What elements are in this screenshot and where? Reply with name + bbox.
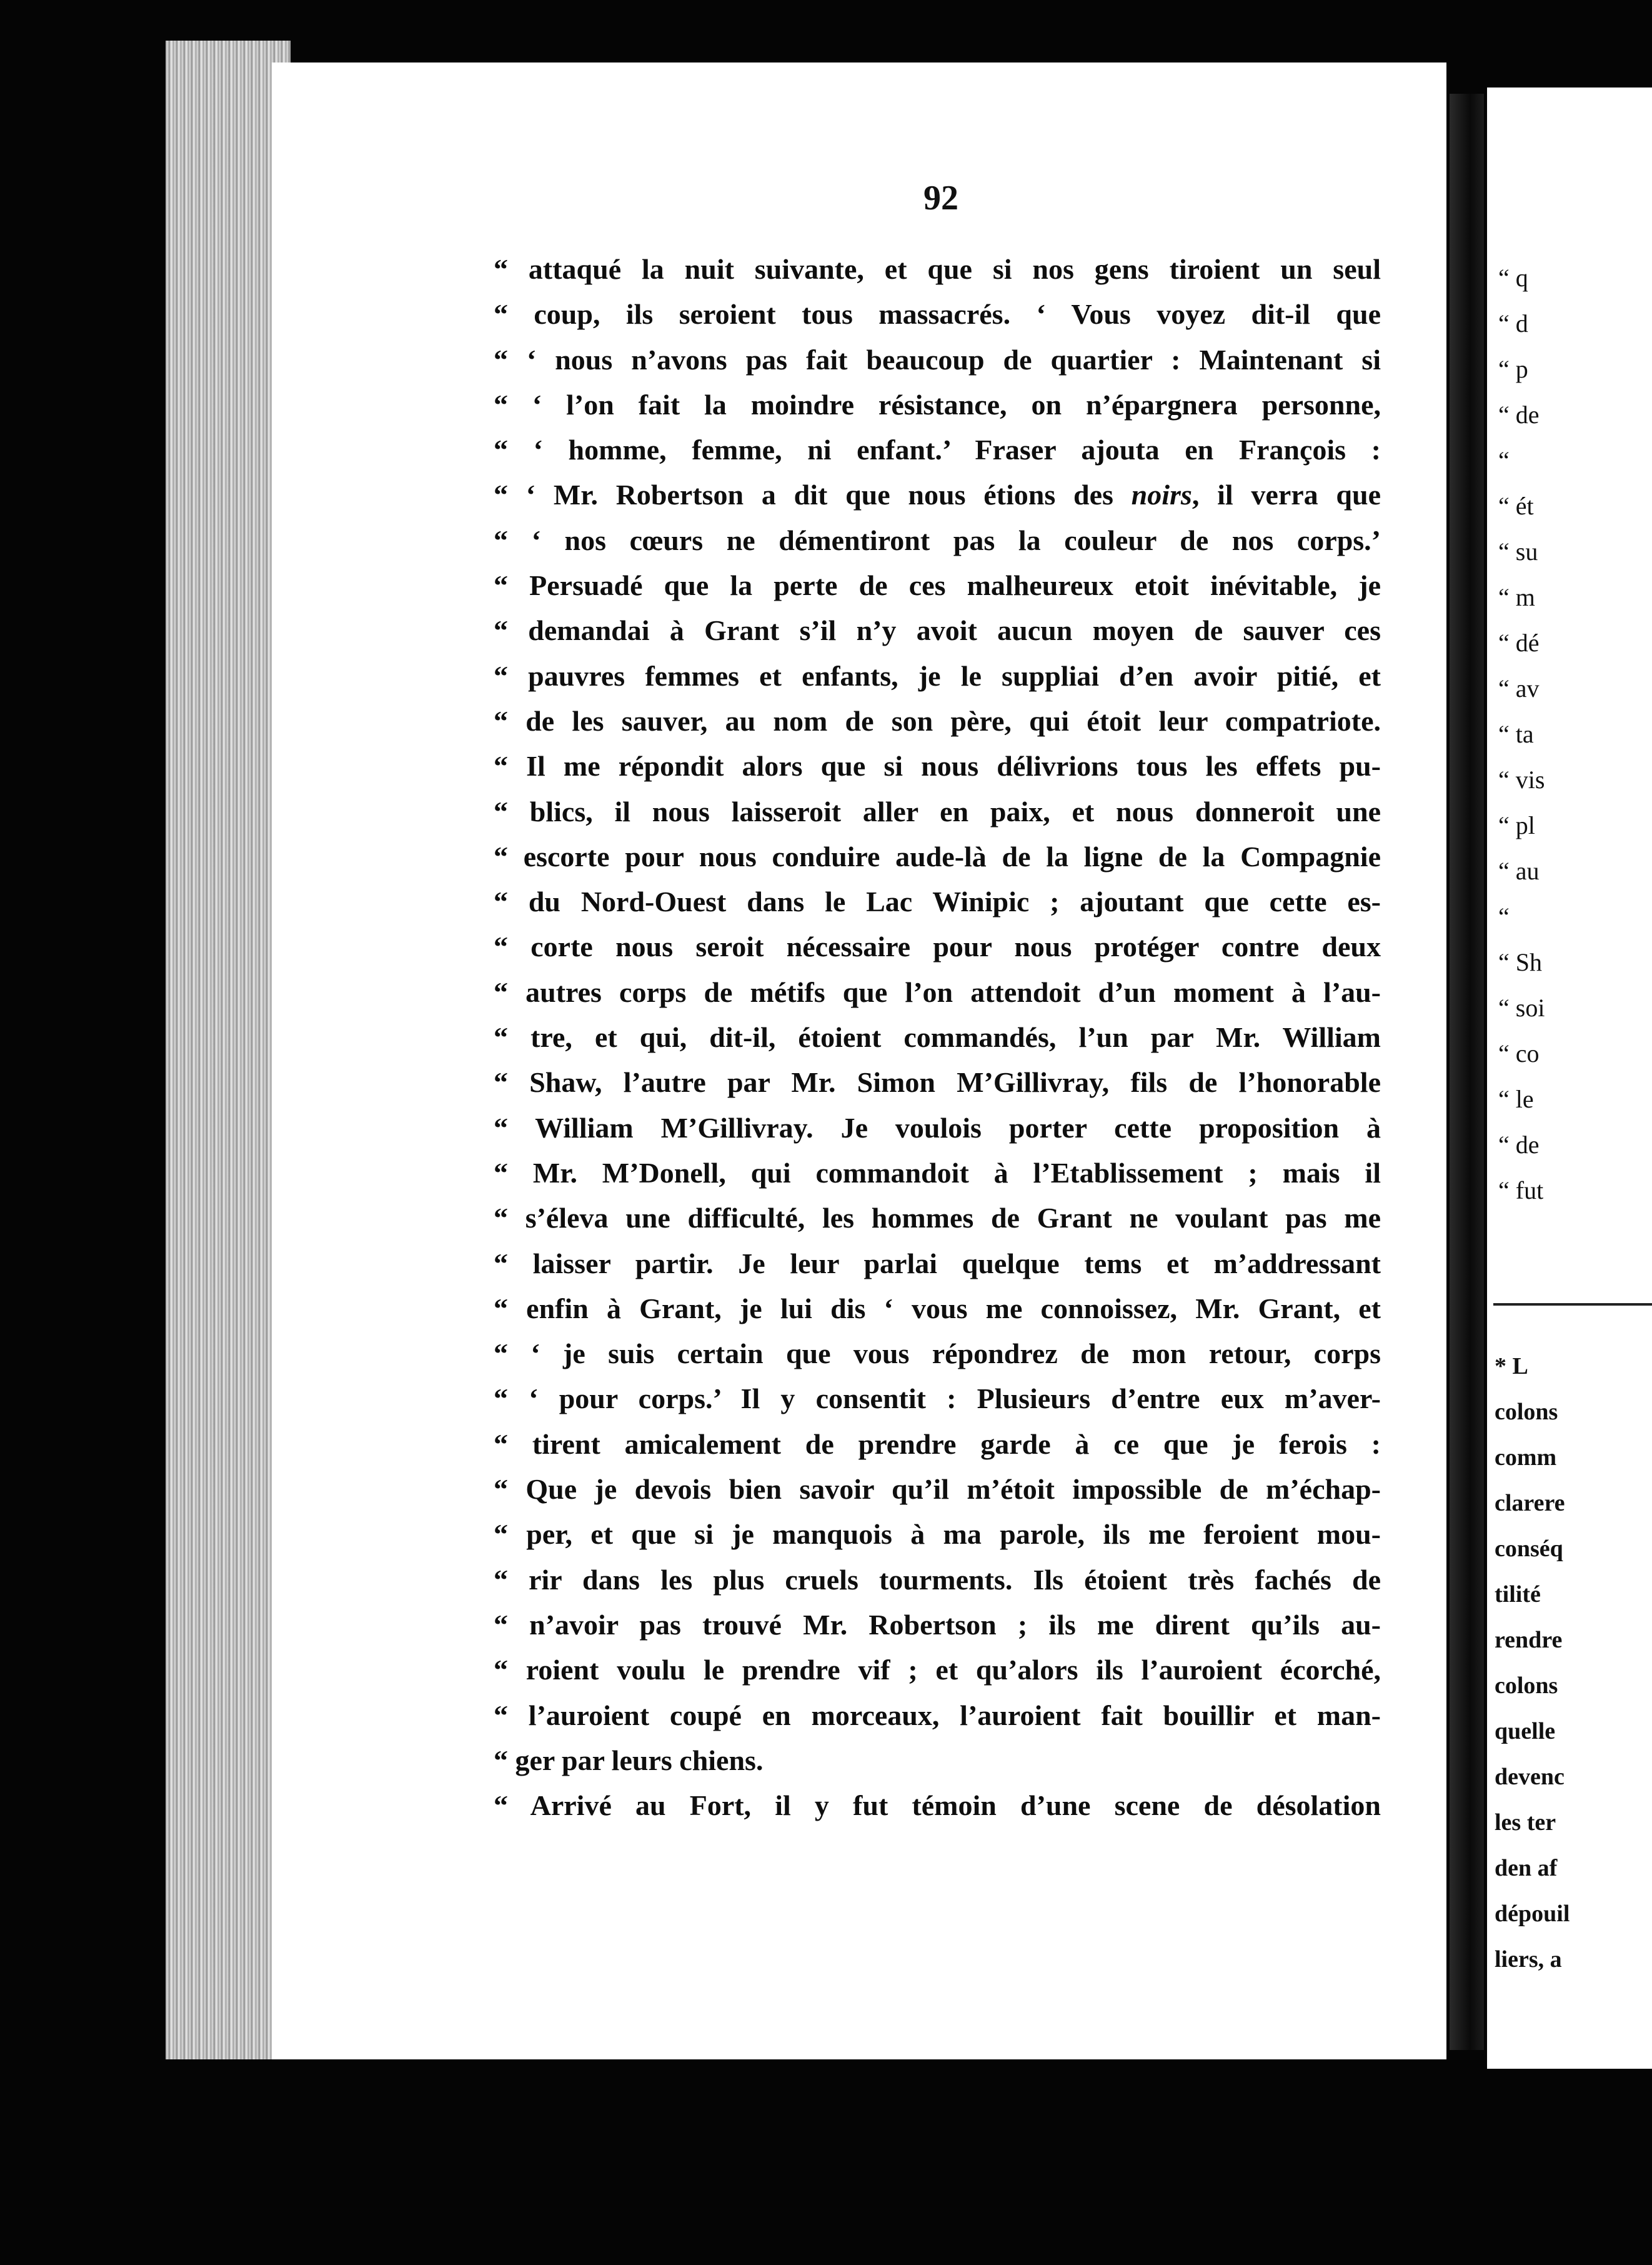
- text-line: “ demandai à Grant s’il n’y avoit aucun moyen de sauver ces: [494, 614, 1381, 647]
- text-line: “ n’avoir pas trouvé Mr. Robertson ; ils me dirent qu’ils au-: [494, 1608, 1381, 1641]
- facing-line: “ vis: [1498, 766, 1545, 794]
- text-line: “ tre, et qui, dit-il, étoient commandés, l’un par Mr. William: [494, 1021, 1381, 1054]
- facing-line: “ soi: [1498, 994, 1545, 1022]
- text-line: “ ‘ je suis certain que vous répondrez de mon retour, corps: [494, 1338, 1381, 1370]
- facing-line: “ pl: [1498, 811, 1535, 839]
- facing-line: “ Sh: [1498, 948, 1542, 976]
- facing-line: “ co: [1498, 1039, 1540, 1068]
- text-line: “ enfin à Grant, je lui dis ‘ vous me connoissez, Mr. Grant, et: [494, 1292, 1381, 1324]
- book-gutter: [1450, 94, 1484, 2050]
- text-line: “ William M’Gillivray. Je voulois porter cette proposition à: [494, 1111, 1381, 1144]
- facing-line: “: [1498, 902, 1510, 931]
- footnote-line: colons: [1495, 1399, 1558, 1425]
- facing-page-footnote: [1495, 1344, 1570, 1982]
- text-line: “ corte nous seroit nécessaire pour nous protéger contre deux: [494, 931, 1381, 963]
- facing-line: “ su: [1498, 538, 1538, 566]
- facing-line: “ m: [1498, 583, 1535, 611]
- text-line: “ s’éleva une difficulté, les hommes de Grant ne voulant pas me: [494, 1202, 1381, 1234]
- text-line: “ ‘ pour corps.’ Il y consentit : Plusieurs d’entre eux m’aver-: [494, 1382, 1381, 1415]
- footnote-line: * L: [1495, 1353, 1528, 1379]
- facing-line: “ q: [1498, 264, 1528, 292]
- facing-line: “ ét: [1498, 492, 1534, 520]
- text-line: “ ‘ nos cœurs ne démentiront pas la couleur de nos corps.’: [494, 524, 1381, 556]
- facing-line: “ ta: [1498, 720, 1534, 748]
- footnote-line: conséq: [1495, 1536, 1563, 1562]
- facing-line: “ d: [1498, 309, 1528, 338]
- text-line: “ ‘ homme, femme, ni enfant.’ Fraser ajouta en François :: [494, 434, 1381, 466]
- facing-page-text: [1498, 255, 1545, 1213]
- text-line: “ Mr. M’Donell, qui commandoit à l’Etablissement ; mais il: [494, 1156, 1381, 1189]
- facing-line: “ le: [1498, 1085, 1534, 1113]
- facing-page: [1487, 88, 1652, 2069]
- footnote-line: les ter: [1495, 1809, 1556, 1836]
- facing-line: “ de: [1498, 401, 1540, 429]
- facing-line: “ dé: [1498, 629, 1540, 657]
- footnote-line: dépouil: [1495, 1901, 1570, 1927]
- text-line: “ rir dans les plus cruels tourments. Ils étoient très fachés de: [494, 1563, 1381, 1596]
- footnote-line: liers, a: [1495, 1946, 1562, 1972]
- text-line: “ per, et que si je manquois à ma parole, ils me feroient mou-: [494, 1518, 1381, 1551]
- footnote-line: rendre: [1495, 1627, 1563, 1653]
- text-line: “ ‘ Mr. Robertson a dit que nous étions des noirs, il verra que: [494, 479, 1381, 511]
- text-line: “ Shaw, l’autre par Mr. Simon M’Gillivray, fils de l’honorable: [494, 1066, 1381, 1099]
- text-line: “ laisser partir. Je leur parlai quelque tems et m’addressant: [494, 1247, 1381, 1279]
- text-line: “ blics, il nous laisseroit aller en paix, et nous donneroit une: [494, 795, 1381, 828]
- text-line: “ Que je devois bien savoir qu’il m’étoit impossible de m’échap-: [494, 1473, 1381, 1506]
- text-line: “ ger par leurs chiens.: [494, 1744, 764, 1776]
- footnote-line: den af: [1495, 1855, 1558, 1881]
- text-line: “ ‘ l’on fait la moindre résistance, on n’épargnera personne,: [494, 388, 1381, 421]
- facing-line: “: [1498, 446, 1510, 474]
- footnote-line: colons: [1495, 1672, 1558, 1699]
- text-line: “ roient voulu le prendre vif ; et qu’alors ils l’auroient écorché,: [494, 1654, 1381, 1686]
- body-text: [494, 247, 1381, 1828]
- footnote-rule: [1493, 1303, 1652, 1306]
- text-line: “ tirent amicalement de prendre garde à ce que je ferois :: [494, 1428, 1381, 1460]
- facing-line: “ av: [1498, 674, 1540, 702]
- footnote-line: clarere: [1495, 1490, 1565, 1516]
- page-number: 92: [923, 179, 958, 218]
- footnote-line: quelle: [1495, 1718, 1556, 1744]
- footnote-line: comm: [1495, 1444, 1557, 1471]
- text-line: “ Arrivé au Fort, il y fut témoin d’une scene de désolation: [494, 1789, 1381, 1822]
- text-line: “ l’auroient coupé en morceaux, l’auroient fait bouillir et man-: [494, 1699, 1381, 1731]
- text-line: “ attaqué la nuit suivante, et que si nos gens tiroient un seul: [494, 253, 1381, 285]
- text-line: “ coup, ils seroient tous massacrés. ‘ Vous voyez dit-il que: [494, 298, 1381, 331]
- footnote-line: devenc: [1495, 1764, 1565, 1790]
- facing-line: “ fut: [1498, 1176, 1544, 1204]
- text-line: “ pauvres femmes et enfants, je le suppliai d’en avoir pitié, et: [494, 659, 1381, 692]
- text-line: “ escorte pour nous conduire aude-là de la ligne de la Compagnie: [494, 840, 1381, 872]
- text-line: “ Il me répondit alors que si nous délivrions tous les effets pu-: [494, 750, 1381, 782]
- facing-line: “ de: [1498, 1131, 1540, 1159]
- text-line: “ du Nord-Ouest dans le Lac Winipic ; ajoutant que cette es-: [494, 886, 1381, 918]
- text-line: “ Persuadé que la perte de ces malheureux etoit inévitable, je: [494, 569, 1381, 602]
- text-line: “ autres corps de métifs que l’on attendoit d’un moment à l’au-: [494, 976, 1381, 1008]
- facing-line: “ au: [1498, 857, 1540, 885]
- footnote-line: tilité: [1495, 1581, 1541, 1608]
- text-line: “ ‘ nous n’avons pas fait beaucoup de quartier : Maintenant si: [494, 343, 1381, 376]
- facing-line: “ p: [1498, 355, 1528, 383]
- text-line: “ de les sauver, au nom de son père, qui étoit leur compatriote.: [494, 704, 1381, 737]
